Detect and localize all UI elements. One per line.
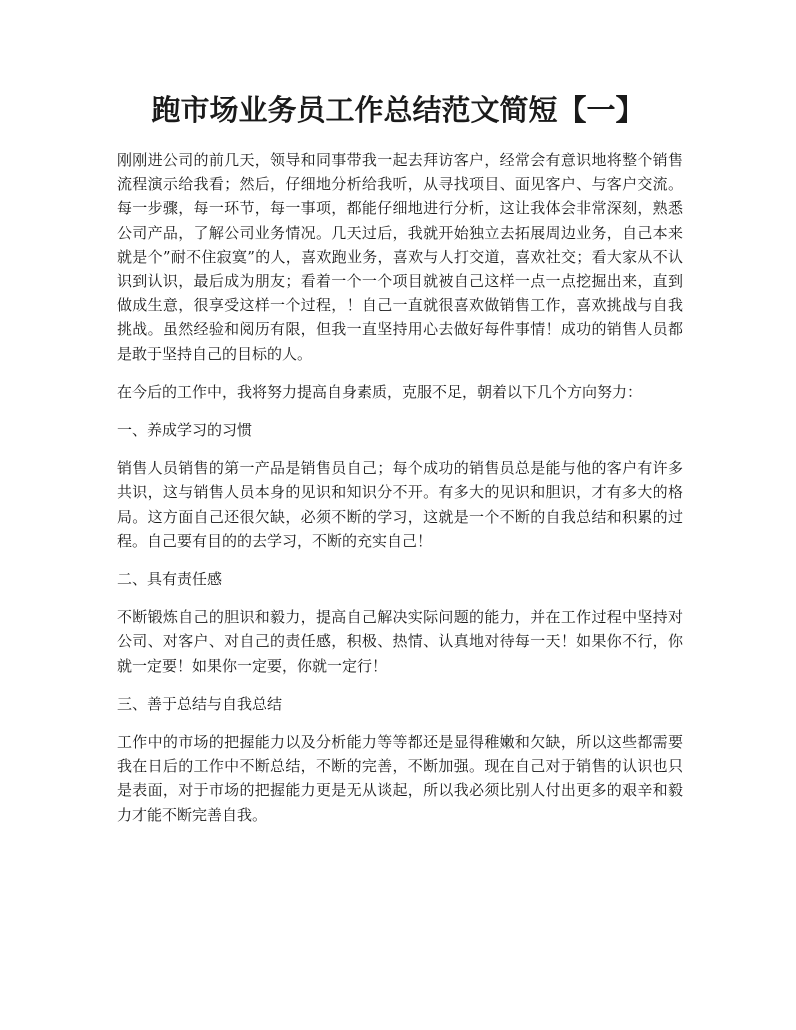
paragraph-plan: 在今后的工作中，我将努力提高自身素质，克服不足，朝着以下几个方向努力： [117, 382, 643, 401]
section-heading-learning: 一、养成学习的习惯 [117, 421, 253, 440]
paragraph-summary: 工作中的市场的把握能力以及分析能力等等都还是显得稚嫩和欠缺，所以这些都需要我在日后的工作中不断总结，不断的完善，不断加强。现在自己对于销售的认识也只是表面，对于市场的把握能力更是无从谈起，所以我必须比别人付出更多的艰辛和毅力才能不断完善自我。 [117, 733, 683, 824]
section-heading-summary: 三、善于总结与自我总结 [117, 694, 283, 713]
paragraph-intro: 刚刚进公司的前几天，领导和同事带我一起去拜访客户，经常会有意识地将整个销售流程演示给我看；然后，仔细地分析给我听，从寻找项目、面见客户、与客户交流。每一步骤，每一环节，每一事项，都能仔细地进行分析，这让我体会非常深刻，熟悉公司产品，了解公司业务情况。几天过后，我就开始独立去拓展周边业务，自己本来就是个”耐不住寂寞”的人，喜欢跑业务，喜欢与人打交道，喜欢社交；看大家从不认识到认识，最后成为朋友；看着一个一个项目就被自己这样一点一点挖掘出来，直到做成生意，很享受这样一个过程，！自己一直就很喜欢做销售工作，喜欢挑战与自我挑战。虽然经验和阅历有限，但我一直坚持用心去做好每件事情！成功的销售人员都是敢于坚持自己的目标的人。 [117, 151, 683, 363]
paragraph-learning: 销售人员销售的第一产品是销售员自己；每个成功的销售员总是能与他的客户有许多共识，这与销售人员本身的见识和知识分不开。有多大的见识和胆识，才有多大的格局。这方面自己还很欠缺，必须不断的学习，这就是一个不断的自我总结和积累的过程。自己要有目的的去学习，不断的充实自己！ [117, 459, 683, 550]
paragraph-responsibility: 不断锻炼自己的胆识和毅力，提高自己解决实际问题的能力，并在工作过程中坚持对公司、对客户、对自己的责任感，积极、热情、认真地对待每一天！如果你不行，你就一定要！如果你一定要，你就一定行！ [117, 608, 683, 675]
document-body [117, 148, 683, 841]
section-heading-responsibility: 二、具有责任感 [117, 570, 223, 589]
document-title: 跑市场业务员工作总结范文简短【一】 [151, 93, 645, 127]
